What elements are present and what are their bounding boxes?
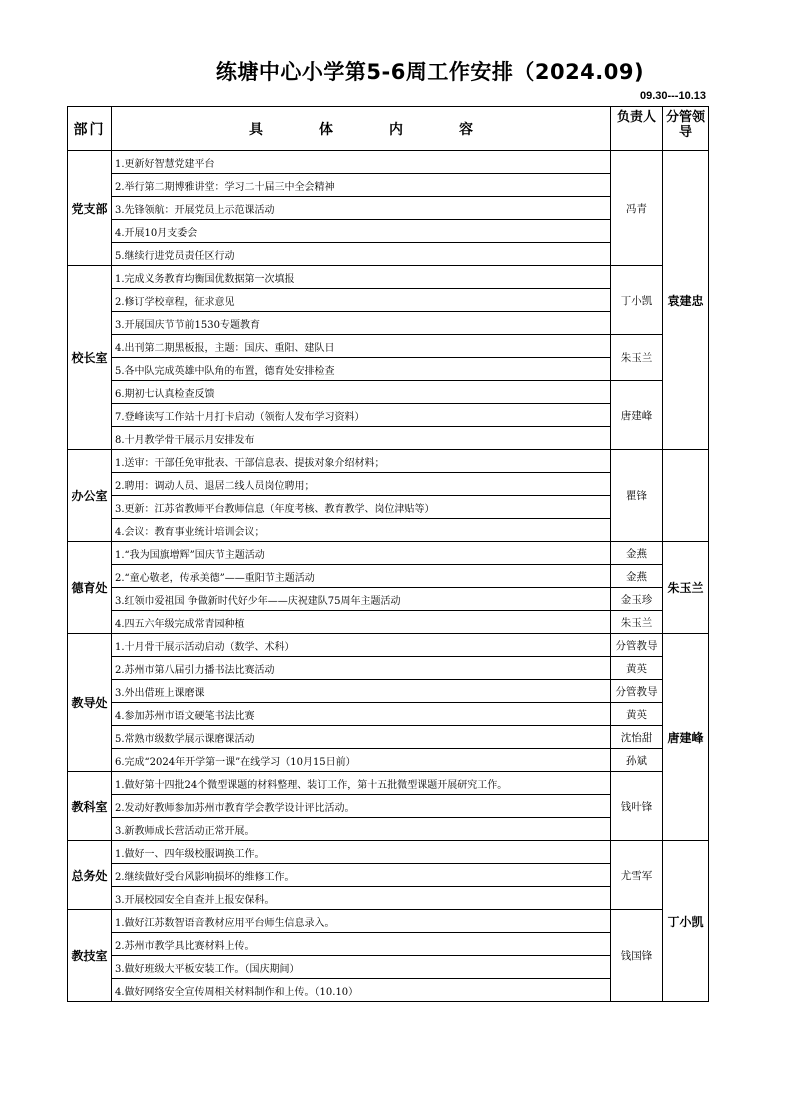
task-item: 3.开展校园安全自查并上报安保科。 <box>112 887 611 910</box>
dept-cell: 党支部 <box>68 151 112 266</box>
task-item: 5.继续行进党员责任区行动 <box>112 243 611 266</box>
leader-cell: 袁建忠 <box>663 151 709 450</box>
table-row <box>68 726 709 749</box>
responsible-cell: 朱玉兰 <box>611 335 663 381</box>
table-row <box>68 151 709 174</box>
task-item: 2.“童心敬老，传承美德”——重阳节主题活动 <box>112 565 611 588</box>
dept-cell: 总务处 <box>68 841 112 910</box>
dept-cell: 办公室 <box>68 450 112 542</box>
task-item: 2.发动好教师参加苏州市教育学会教学设计评比活动。 <box>112 795 611 818</box>
responsible-cell: 黄英 <box>611 703 663 726</box>
task-item: 1.做好一、四年级校服调换工作。 <box>112 841 611 864</box>
responsible-cell: 分管教导 <box>611 680 663 703</box>
responsible-cell: 丁小凯 <box>611 266 663 335</box>
task-item: 1.做好第十四批24个微型课题的材料整理、装订工作，第十五批微型课题开展研究工作。 <box>112 772 611 795</box>
task-item: 4.做好网络安全宣传周相关材料制作和上传。（10.10） <box>112 979 611 1002</box>
dept-cell: 教导处 <box>68 634 112 772</box>
task-item: 3.做好班级大平板安装工作。（国庆期间） <box>112 956 611 979</box>
dept-cell: 教技室 <box>68 910 112 1002</box>
header-dept: 部门 <box>68 107 112 151</box>
responsible-cell: 唐建峰 <box>611 381 663 450</box>
responsible-cell: 金燕 <box>611 565 663 588</box>
task-item: 8.十月教学骨干展示月安排发布 <box>112 427 611 450</box>
task-item: 5.常熟市级数学展示课磨课活动 <box>112 726 611 749</box>
header-responsible: 负责人 <box>611 107 663 151</box>
task-item: 2.苏州市第八届引力播书法比赛活动 <box>112 657 611 680</box>
header-leader: 分管领导 <box>663 107 709 151</box>
responsible-cell: 黄英 <box>611 657 663 680</box>
responsible-cell: 金燕 <box>611 542 663 565</box>
table-row <box>68 634 709 657</box>
task-item: 4.四五六年级完成常青园种植 <box>112 611 611 634</box>
table-row <box>68 772 709 795</box>
table-row <box>68 266 709 289</box>
table-row <box>68 703 709 726</box>
table-row <box>68 381 709 404</box>
task-item: 3.外出借班上课磨课 <box>112 680 611 703</box>
task-item: 4.会议：教育事业统计培训会议； <box>112 519 611 542</box>
responsible-cell: 沈怡甜 <box>611 726 663 749</box>
responsible-cell: 朱玉兰 <box>611 611 663 634</box>
table-row <box>68 910 709 933</box>
task-item: 2.继续做好受台风影响损坏的维修工作。 <box>112 864 611 887</box>
task-item: 2.举行第二期博雅讲堂：学习二十届三中全会精神 <box>112 174 611 197</box>
task-item: 3.开展国庆节节前1530专题教育 <box>112 312 611 335</box>
task-item: 1.更新好智慧党建平台 <box>112 151 611 174</box>
header-content: 具 体 内 容 <box>112 107 611 151</box>
responsible-cell: 孙斌 <box>611 749 663 772</box>
responsible-cell: 尤雪军 <box>611 841 663 910</box>
task-item: 5.各中队完成英雄中队角的布置，德育处安排检查 <box>112 358 611 381</box>
task-item: 3.红领巾爱祖国 争做新时代好少年——庆祝建队75周年主题活动 <box>112 588 611 611</box>
task-item: 1.“我为国旗增辉”国庆节主题活动 <box>112 542 611 565</box>
table-row <box>68 611 709 634</box>
table-row <box>68 565 709 588</box>
task-item: 4.开展10月支委会 <box>112 220 611 243</box>
task-item: 1.送审：干部任免审批表、干部信息表、提拔对象介绍材料； <box>112 450 611 473</box>
responsible-cell: 冯青 <box>611 151 663 266</box>
dept-cell: 德育处 <box>68 542 112 634</box>
table-row <box>68 749 709 772</box>
task-item: 1.十月骨干展示活动启动（数学、术科） <box>112 634 611 657</box>
table-row <box>68 450 709 473</box>
leader-cell: 朱玉兰 <box>663 542 709 634</box>
task-item: 6.完成“2024年开学第一课”在线学习（10月15日前） <box>112 749 611 772</box>
task-item: 4.出刊第二期黑板报，主题：国庆、重阳、建队日 <box>112 335 611 358</box>
task-item: 2.聘用：调动人员、退居二线人员岗位聘用； <box>112 473 611 496</box>
schedule-table <box>67 106 709 1002</box>
table-row <box>68 680 709 703</box>
table-row <box>68 657 709 680</box>
responsible-cell: 瞿锋 <box>611 450 663 542</box>
table-row <box>68 588 709 611</box>
table-row <box>68 335 709 358</box>
task-item: 2.修订学校章程，征求意见 <box>112 289 611 312</box>
responsible-cell: 分管教导 <box>611 634 663 657</box>
table-row <box>68 542 709 565</box>
header-row <box>68 107 709 151</box>
task-item: 3.更新：江苏省教师平台教师信息（年度考核、教育教学、岗位津贴等） <box>112 496 611 519</box>
dept-cell: 校长室 <box>68 266 112 450</box>
task-item: 1.完成义务教育均衡国优数据第一次填报 <box>112 266 611 289</box>
task-item: 1.做好江苏数智语音教材应用平台师生信息录入。 <box>112 910 611 933</box>
responsible-cell: 钱国锋 <box>611 910 663 1002</box>
leader-cell: 丁小凯 <box>663 841 709 1002</box>
leader-cell: 唐建峰 <box>663 634 709 841</box>
leader-gap-cell <box>663 450 709 542</box>
responsible-cell: 钱叶锋 <box>611 772 663 841</box>
task-item: 2.苏州市教学具比赛材料上传。 <box>112 933 611 956</box>
date-range: 09.30---10.13 <box>639 90 706 102</box>
dept-cell: 教科室 <box>68 772 112 841</box>
task-item: 4.参加苏州市语文硬笔书法比赛 <box>112 703 611 726</box>
task-item: 3.新教师成长营活动正常开展。 <box>112 818 611 841</box>
task-item: 3.先锋领航：开展党员上示范课活动 <box>112 197 611 220</box>
table-row <box>68 841 709 864</box>
page-title: 练塘中心小学第5-6周工作安排（2024.09) <box>215 60 645 84</box>
responsible-cell: 金玉珍 <box>611 588 663 611</box>
task-item: 7.登峰读写工作站十月打卡启动（领衔人发布学习资料） <box>112 404 611 427</box>
task-item: 6.期初七认真检查反馈 <box>112 381 611 404</box>
